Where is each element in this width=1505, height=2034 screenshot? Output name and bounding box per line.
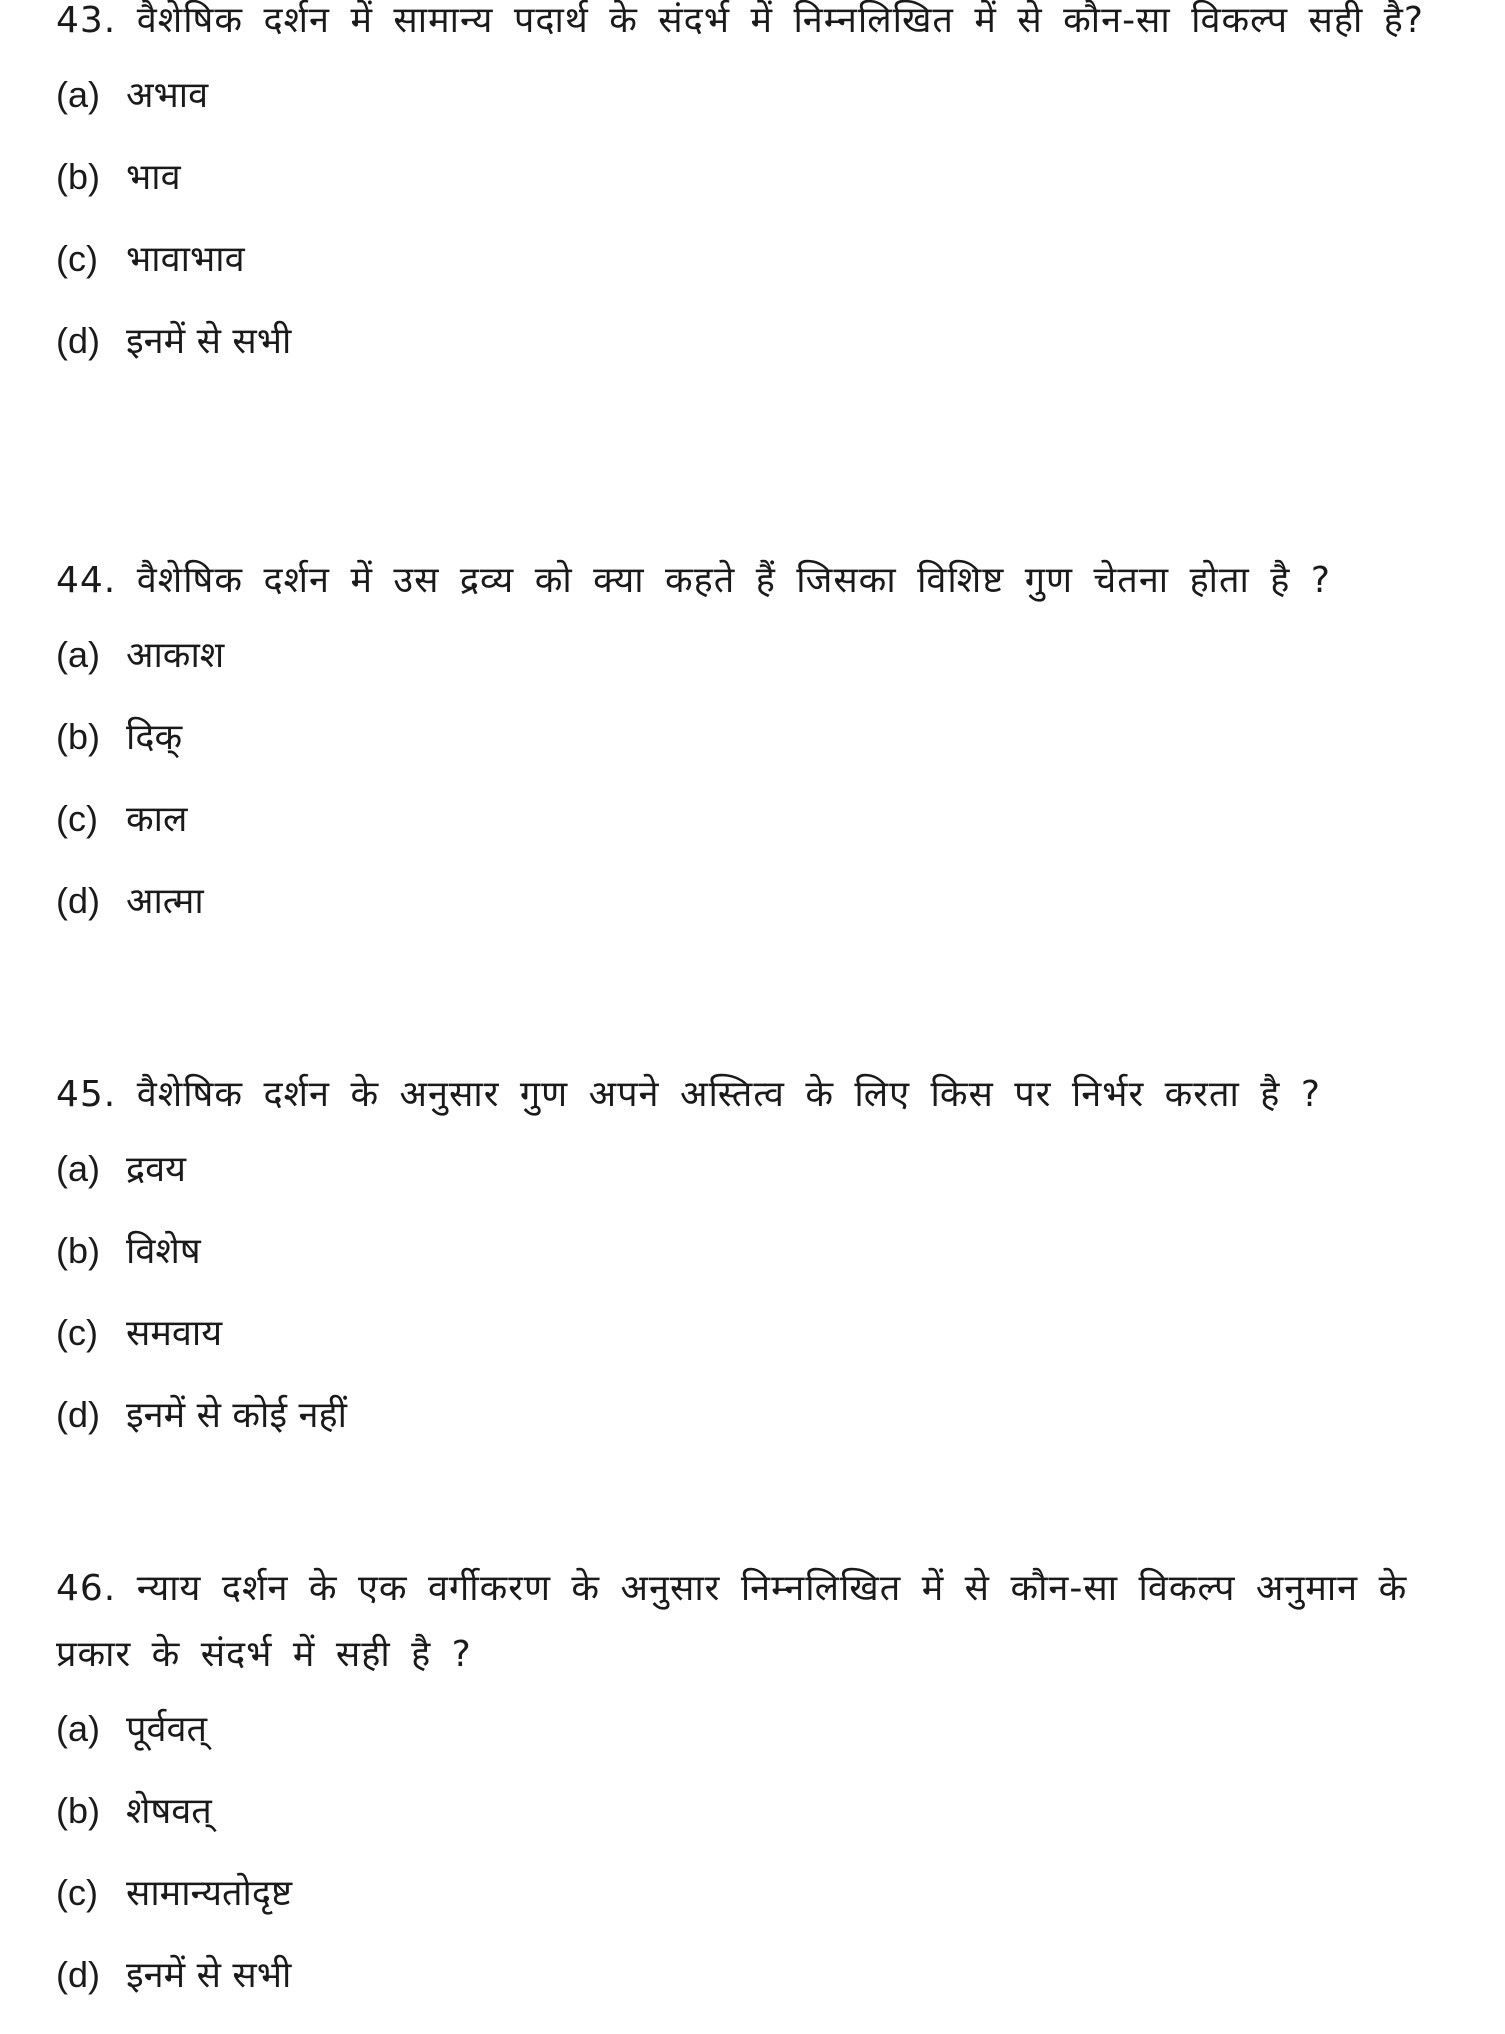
option-a [56, 1128, 1456, 1210]
question-text [56, 0, 1456, 54]
option-d [56, 300, 1456, 382]
option-text: विशेष [126, 1231, 201, 1272]
option-key: (a) [56, 1148, 100, 1189]
option-key: (d) [56, 1394, 100, 1435]
option-text: शेषवत् [126, 1791, 212, 1832]
question-45 [56, 1062, 1456, 1456]
question-text [56, 1062, 1456, 1128]
option-key: (b) [56, 1230, 100, 1271]
option-c [56, 1852, 1456, 1934]
option-key: (d) [56, 880, 100, 921]
option-text: इनमें से कोई नहीं [126, 1395, 347, 1436]
option-a [56, 54, 1456, 136]
option-c [56, 778, 1456, 860]
option-text: इनमें से सभी [126, 1955, 292, 1996]
question-body: वैशेषिक दर्शन में सामान्य पदार्थ के संदर्भ में निम्नलिखित में से कौन-सा विकल्प सही है? [136, 0, 1424, 41]
option-a [56, 614, 1456, 696]
option-key: (d) [56, 320, 100, 361]
option-key: (a) [56, 74, 100, 115]
question-text [56, 548, 1456, 614]
option-key: (a) [56, 1708, 100, 1749]
option-text: समवाय [126, 1313, 223, 1354]
question-46 [56, 1556, 1456, 2016]
option-a [56, 1688, 1456, 1770]
question-body: वैशेषिक दर्शन के अनुसार गुण अपने अस्तित्व के लिए किस पर निर्भर करता है ? [136, 1074, 1321, 1115]
option-key: (c) [56, 238, 98, 279]
question-text [56, 1556, 1456, 1688]
option-text: आत्मा [126, 881, 204, 922]
option-b [56, 696, 1456, 778]
question-number: 46. [56, 1568, 117, 1609]
option-key: (d) [56, 1954, 100, 1995]
option-b [56, 136, 1456, 218]
option-text: सामान्यतोदृष्ट [126, 1873, 292, 1914]
option-d [56, 1374, 1456, 1456]
option-text: इनमें से सभी [126, 321, 292, 362]
option-text: आकाश [126, 635, 225, 676]
option-key: (c) [56, 1872, 98, 1913]
option-list [56, 54, 1456, 382]
question-number: 43. [56, 0, 117, 41]
option-text: अभाव [126, 75, 209, 116]
option-key: (c) [56, 1312, 98, 1353]
option-text: भाव [126, 157, 181, 198]
option-key: (b) [56, 1790, 100, 1831]
option-text: काल [126, 799, 188, 840]
option-key: (b) [56, 716, 100, 757]
question-body: वैशेषिक दर्शन में उस द्रव्य को क्या कहते हैं जिसका विशिष्ट गुण चेतना होता है ? [136, 560, 1331, 601]
option-text: दिक् [126, 717, 183, 758]
option-key: (c) [56, 798, 98, 839]
option-list [56, 1128, 1456, 1456]
option-d [56, 860, 1456, 942]
option-list [56, 614, 1456, 942]
option-b [56, 1210, 1456, 1292]
option-list [56, 1688, 1456, 2016]
option-c [56, 1292, 1456, 1374]
option-c [56, 218, 1456, 300]
question-43 [56, 0, 1456, 382]
question-44 [56, 548, 1456, 942]
option-key: (b) [56, 156, 100, 197]
option-text: पूर्ववत् [126, 1709, 208, 1750]
question-number: 44. [56, 560, 117, 601]
question-body: न्याय दर्शन के एक वर्गीकरण के अनुसार निम्नलिखित में से कौन-सा विकल्प अनुमान के प्रकार के संदर्भ में सही है ? [56, 1568, 1408, 1675]
option-text: द्रवय [126, 1149, 187, 1190]
question-number: 45. [56, 1074, 117, 1115]
option-d [56, 1934, 1456, 2016]
option-b [56, 1770, 1456, 1852]
option-key: (a) [56, 634, 100, 675]
option-text: भावाभाव [126, 239, 245, 280]
